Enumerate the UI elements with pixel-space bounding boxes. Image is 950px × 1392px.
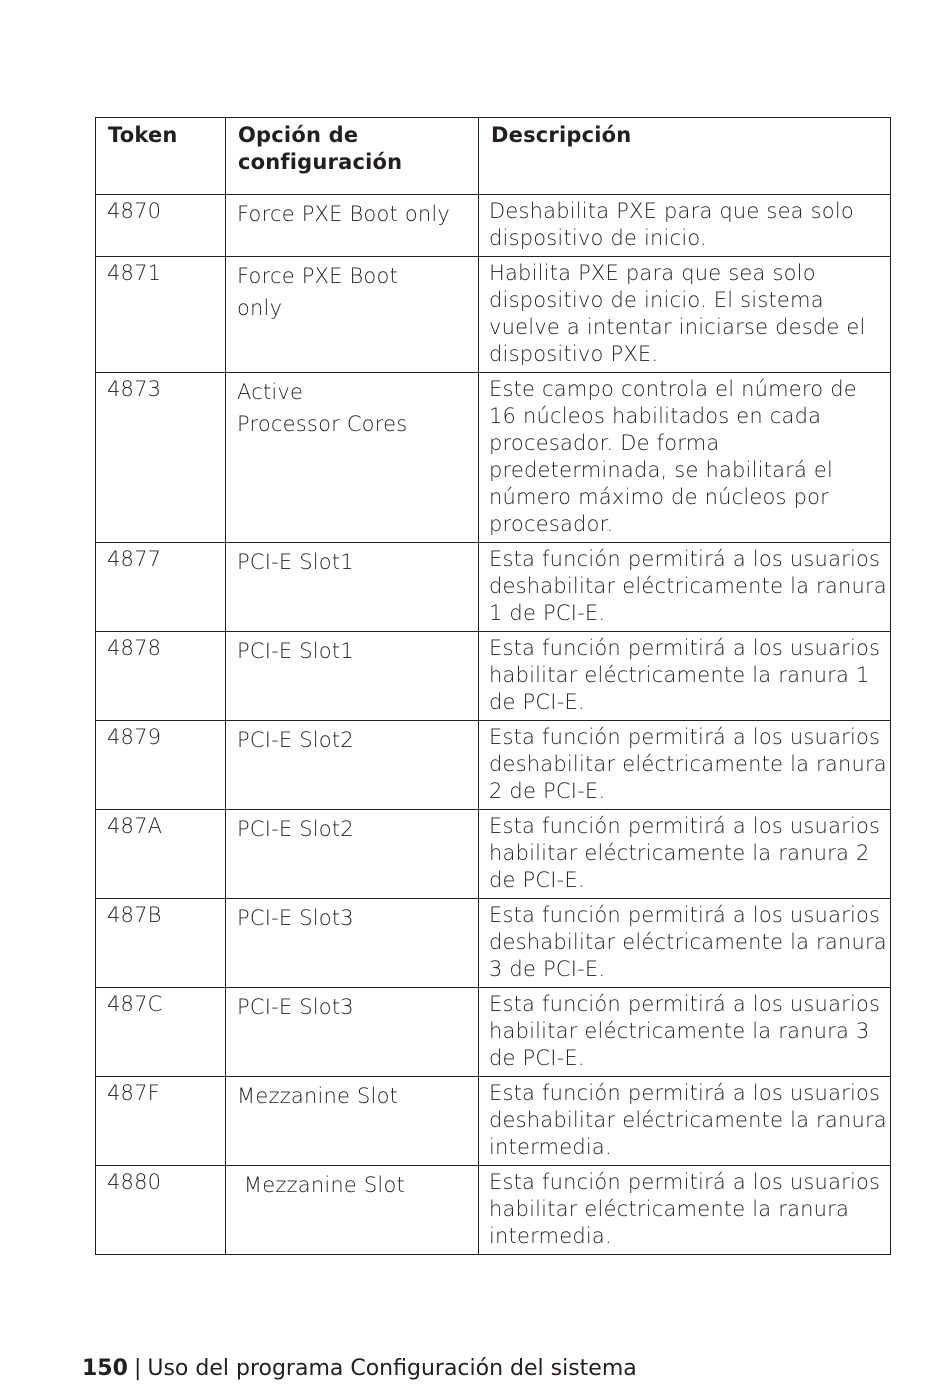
description-cell: Esta función permitirá a los usuarios habilitar eléctricamente la ranura intermedia. <box>479 1166 891 1255</box>
footer-separator: | <box>133 1356 142 1381</box>
description-cell: Esta función permitirá a los usuarios habilitar eléctricamente la ranura 2 de PCI-E. <box>479 810 891 899</box>
table-header-row <box>96 118 891 195</box>
header-option: Opción de configuración <box>226 118 479 195</box>
table-row <box>96 1077 891 1166</box>
token-cell: 4880 <box>96 1166 226 1255</box>
token-cell: 487B <box>96 899 226 988</box>
token-cell: 487C <box>96 988 226 1077</box>
table-row <box>96 899 891 988</box>
option-line: PCI-E Slot2 <box>237 728 354 752</box>
token-cell: 4870 <box>96 195 226 257</box>
header-description: Descripción <box>479 118 891 195</box>
description-cell: Esta función permitirá a los usuarios deshabilitar eléctricamente la ranura 1 de PCI-E. <box>479 543 891 632</box>
table-body <box>96 195 891 1255</box>
option-cell <box>226 1077 479 1166</box>
description-cell: Esta función permitirá a los usuarios deshabilitar eléctricamente la ranura intermedia. <box>479 1077 891 1166</box>
table-row <box>96 1166 891 1255</box>
option-line: PCI-E Slot1 <box>237 639 354 663</box>
description-cell: Esta función permitirá a los usuarios habilitar eléctricamente la ranura 1 de PCI-E. <box>479 632 891 721</box>
description-cell: Esta función permitirá a los usuarios deshabilitar eléctricamente la ranura 3 de PCI-E. <box>479 899 891 988</box>
option-line: PCI-E Slot2 <box>237 817 354 841</box>
option-cell <box>226 543 479 632</box>
token-cell: 4879 <box>96 721 226 810</box>
page-footer <box>82 1356 637 1381</box>
table-row <box>96 721 891 810</box>
option-cell <box>226 373 479 543</box>
table-row <box>96 195 891 257</box>
token-cell: 4873 <box>96 373 226 543</box>
option-cell <box>226 899 479 988</box>
token-cell: 4877 <box>96 543 226 632</box>
description-cell: Esta función permitirá a los usuarios habilitar eléctricamente la ranura 3 de PCI-E. <box>479 988 891 1077</box>
option-cell <box>226 632 479 721</box>
table-row <box>96 988 891 1077</box>
option-line: Mezzanine Slot <box>237 1084 399 1108</box>
description-cell: Este campo controla el número de 16 núcleos habilitados en cada procesador. De forma predeterminada, se habilitará el número máximo de núcleos por procesador. <box>479 373 891 543</box>
option-cell <box>226 721 479 810</box>
option-line: Force PXE Boot <box>237 264 398 288</box>
description-cell: Habilita PXE para que sea solo dispositivo de inicio. El sistema vuelve a intentar iniciarse desde el dispositivo PXE. <box>479 257 891 373</box>
token-cell: 487A <box>96 810 226 899</box>
token-cell: 4871 <box>96 257 226 373</box>
option-line: PCI-E Slot1 <box>237 550 354 574</box>
table-row <box>96 257 891 373</box>
option-cell <box>226 988 479 1077</box>
section-title: Uso del programa Configuración del sistema <box>147 1356 637 1381</box>
table-row <box>96 810 891 899</box>
option-line: Mezzanine Slot <box>237 1173 405 1197</box>
option-cell <box>226 1166 479 1255</box>
option-line: only <box>237 296 283 320</box>
table-row <box>96 632 891 721</box>
option-line: Active <box>237 380 304 404</box>
option-cell <box>226 195 479 257</box>
option-line: PCI-E Slot3 <box>237 906 354 930</box>
header-token: Token <box>96 118 226 195</box>
page-number: 150 <box>82 1356 128 1381</box>
option-cell <box>226 257 479 373</box>
option-cell <box>226 810 479 899</box>
table-row <box>96 373 891 543</box>
option-line: Force PXE Boot only <box>237 202 451 226</box>
description-cell: Deshabilita PXE para que sea solo dispositivo de inicio. <box>479 195 891 257</box>
token-cell: 487F <box>96 1077 226 1166</box>
table-row <box>96 543 891 632</box>
description-cell: Esta función permitirá a los usuarios deshabilitar eléctricamente la ranura 2 de PCI-E. <box>479 721 891 810</box>
option-line: Processor Cores <box>237 412 408 436</box>
token-table <box>95 117 891 1255</box>
option-line: PCI-E Slot3 <box>237 995 354 1019</box>
token-cell: 4878 <box>96 632 226 721</box>
